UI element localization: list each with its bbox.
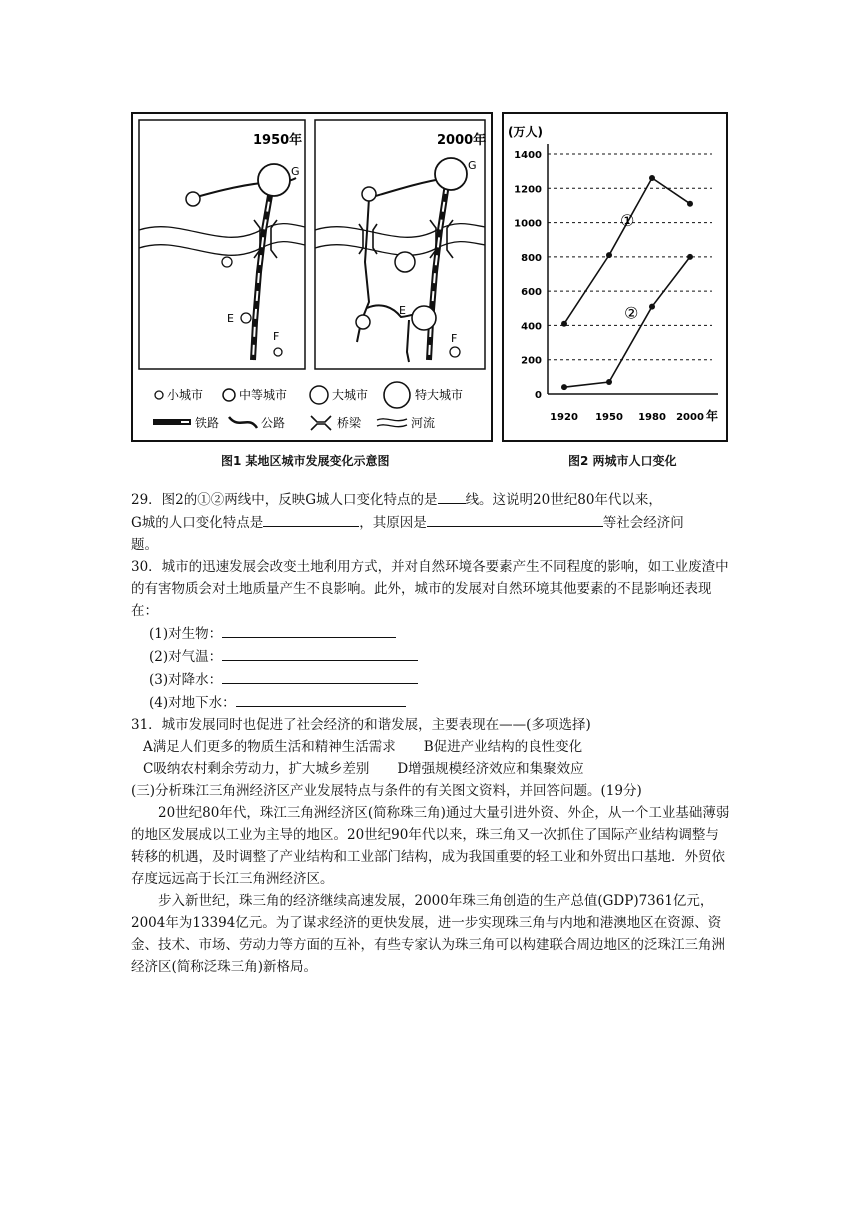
svg-text:小城市: 小城市 (167, 388, 204, 402)
q31-option-c[interactable]: C吸纳农村剩余劳动力，扩大城乡差别 (143, 761, 370, 777)
city-label-e: E (399, 304, 406, 317)
answer-blank-q30-4[interactable] (236, 691, 406, 707)
q30-1: (1)对生物： (131, 622, 731, 645)
x-tick-label: 1920 (550, 412, 578, 423)
q29: 29．图2的①②两线中，反映G城人口变化特点的是 线。这说明20世纪80年代以来， G城的人口变化特点是 ，其原因是 等社会经济问 题。 (131, 488, 731, 556)
q30-intro: 30．城市的迅速发展会改变土地利用方式，并对自然环境各要素产生不同程度的影响，如工业废渣中的有害物质会对土地质量产生不良影响。此外，城市的发展对自然环境其他要素的不昆影响还表现在： (131, 559, 729, 619)
paragraph-2: 步入新世纪，珠三角的经济继续高速发展，2000年珠三角创造的生产总值(GDP)7361亿元，2004年为13394亿元。为了谋求经济的更快发展，进一步实现珠三角与内地和港澳地区在资源、资金、技术、市场、劳动力等方面的互补，有些专家认为珠三角可以构建联合周边地区的泛珠江三角洲经济区(简称泛珠三角)新格局。 (131, 893, 725, 975)
svg-text:铁路: 铁路 (195, 416, 220, 430)
map-panel-1950 (139, 120, 305, 369)
y-tick-label: 600 (521, 287, 542, 299)
y-axis-unit: (万人) (508, 125, 543, 139)
data-point (649, 175, 655, 181)
data-point (687, 254, 693, 260)
city-f-small (274, 348, 282, 356)
q31-option-b[interactable]: B促进产业结构的良性变化 (423, 739, 583, 755)
curve-2-label: ② (624, 303, 639, 323)
city-label-f: F (451, 332, 458, 345)
figure2-chart (502, 112, 728, 442)
answer-blank-q30-1[interactable] (222, 622, 396, 638)
year-label-2000: 2000年 (437, 133, 487, 148)
y-tick-label: 0 (535, 390, 542, 401)
x-tick-label: 1950 (595, 412, 623, 423)
section-3-heading: (三)分析珠江三角洲经济区产业发展特点与条件的有关图文资料，并回答问题。(19分) (131, 783, 642, 799)
data-point (606, 252, 612, 258)
x-tick-label: 2000 (676, 412, 704, 423)
q31-option-a[interactable]: A满足人们更多的物质生活和精神生活需求 (143, 739, 396, 755)
x-axis-unit: 年 (706, 409, 719, 423)
svg-text:桥梁: 桥梁 (337, 416, 362, 430)
svg-text:公路: 公路 (261, 416, 286, 430)
city-e-small (241, 313, 251, 323)
city-label-e: E (227, 312, 234, 325)
y-tick-label: 800 (521, 252, 542, 264)
data-point (561, 384, 567, 390)
q31-stem: 31．城市发展同时也促进了社会经济的和谐发展，主要表现在——(多项选择) (131, 717, 591, 733)
q30-4: (4)对地下水： (131, 691, 731, 714)
figure1-map (131, 112, 493, 442)
answer-blank-q30-2[interactable] (222, 645, 418, 661)
q31-options-ab (131, 736, 731, 758)
city-label-g: G (468, 159, 477, 172)
figure2-caption: 图2 两城市人口变化 (568, 454, 677, 468)
answer-blank-q29-trait[interactable] (263, 511, 359, 527)
data-point (561, 321, 567, 327)
answer-blank-q29-reason[interactable] (427, 511, 603, 527)
question-text (131, 488, 731, 978)
x-tick-label: 1980 (638, 412, 666, 423)
figure1-caption: 图1 某地区城市发展变化示意图 (221, 454, 390, 468)
data-point (606, 379, 612, 385)
city-small (186, 192, 200, 206)
year-label-1950: 1950年 (253, 133, 303, 148)
y-tick-label: 1400 (514, 150, 542, 161)
q31-options-cd (131, 758, 731, 780)
data-point (649, 304, 655, 310)
paragraph-1: 20世纪80年代，珠江三角洲经济区(简称珠三角)通过大量引进外资、外企，从一个工业基础薄弱的地区发展成以工业为主导的地区。20世纪90年代以来，珠三角又一次抓住了国际产业结构调整与转移的机遇，及时调整了产业结构和工业部门结构，成为我国重要的轻工业和外贸出口基地．外贸依存度远远高于长江三角洲经济区。 (131, 805, 730, 887)
q30-2: (2)对气温： (131, 645, 731, 668)
answer-blank-q29-line[interactable] (438, 488, 466, 504)
city-label-g: G (291, 165, 300, 178)
map-panel-2000 (315, 120, 486, 369)
svg-text:特大城市: 特大城市 (415, 388, 464, 402)
y-tick-label: 1200 (514, 184, 542, 196)
svg-text:大城市: 大城市 (332, 388, 369, 402)
y-tick-label: 1000 (514, 218, 542, 230)
city-small (222, 257, 232, 267)
city-g-mega (258, 164, 290, 196)
svg-text:中等城市: 中等城市 (239, 388, 288, 402)
y-tick-label: 200 (521, 355, 542, 367)
city-label-f: F (273, 330, 280, 343)
y-tick-label: 400 (521, 321, 542, 333)
q30-3: (3)对降水： (131, 668, 731, 691)
svg-text:河流: 河流 (411, 416, 436, 430)
curve-1-label: ① (620, 211, 635, 230)
data-point (687, 201, 693, 207)
q31-option-d[interactable]: D增强规模经济效应和集聚效应 (397, 761, 584, 777)
answer-blank-q30-3[interactable] (222, 668, 418, 684)
